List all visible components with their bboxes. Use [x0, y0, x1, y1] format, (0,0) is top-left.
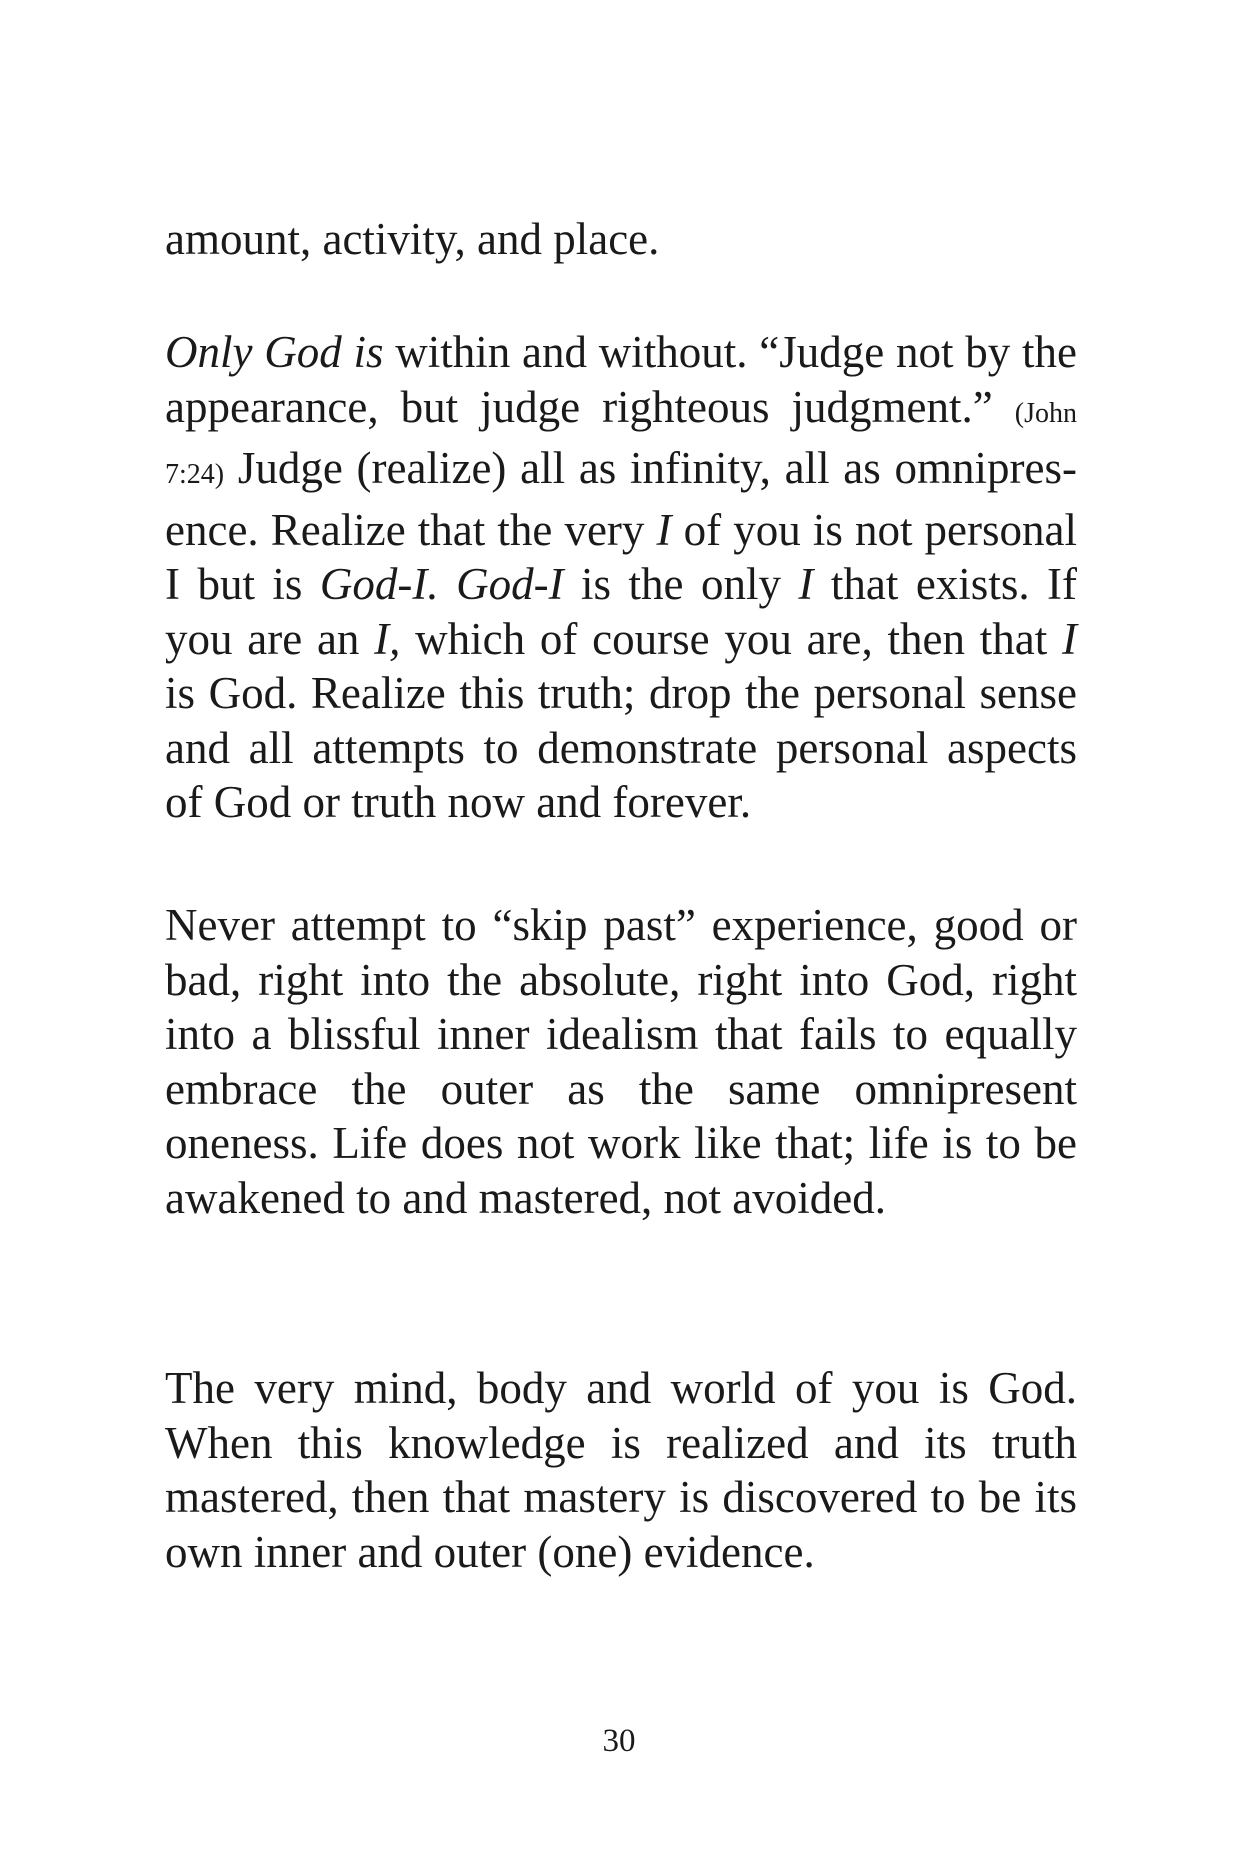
paragraph-never-attempt: Never attempt to “skip past” experience, good or bad, right into the absolute, right into God, right into a blissful inner idealism that fails to equally embrace the outer as the same omnipresent oneness. Life does not work like that; life is to be awakened to and mastered, not avoided. — [165, 900, 1077, 1223]
paragraph-continuation — [165, 212, 1077, 267]
paragraph-very-mind: The very mind, body and world of you is God. When this knowledge is realized and its truth mastered, then that mastery is discovered to be its own inner and outer (one) evidence. — [165, 1363, 1077, 1577]
paragraph-only-god — [165, 325, 1077, 830]
scripture-citation: (John 7:24) — [165, 397, 1077, 490]
italic-run: I — [1062, 613, 1077, 664]
italic-run: God-I. God-I — [319, 559, 564, 609]
text-run: of you is not personal I but is — [165, 504, 1078, 609]
italic-run: I — [656, 504, 672, 555]
text-run: is the only — [563, 559, 799, 609]
page-number: 30 — [602, 1723, 636, 1759]
text-run: within and without. “Judge not by the appearance, but judge righteous judgment.” — [165, 327, 1077, 432]
text-run: is God. Realize this truth; drop the personal sense and all attempts to demonstrate personal aspects of God or truth now and forever. — [165, 668, 1077, 827]
italic-run: I, — [374, 613, 401, 664]
text-run: Judge (realize) all as infinity, all as omnipresence. Realize that the very — [165, 443, 1077, 555]
italic-run: I — [798, 559, 814, 609]
paragraph-text: amount, activity, and place. — [165, 214, 660, 264]
italic-run: Only God is — [165, 327, 384, 377]
text-run: which of course you are, then that — [400, 613, 1062, 664]
text-run: that exists. If you are an — [165, 559, 1078, 664]
